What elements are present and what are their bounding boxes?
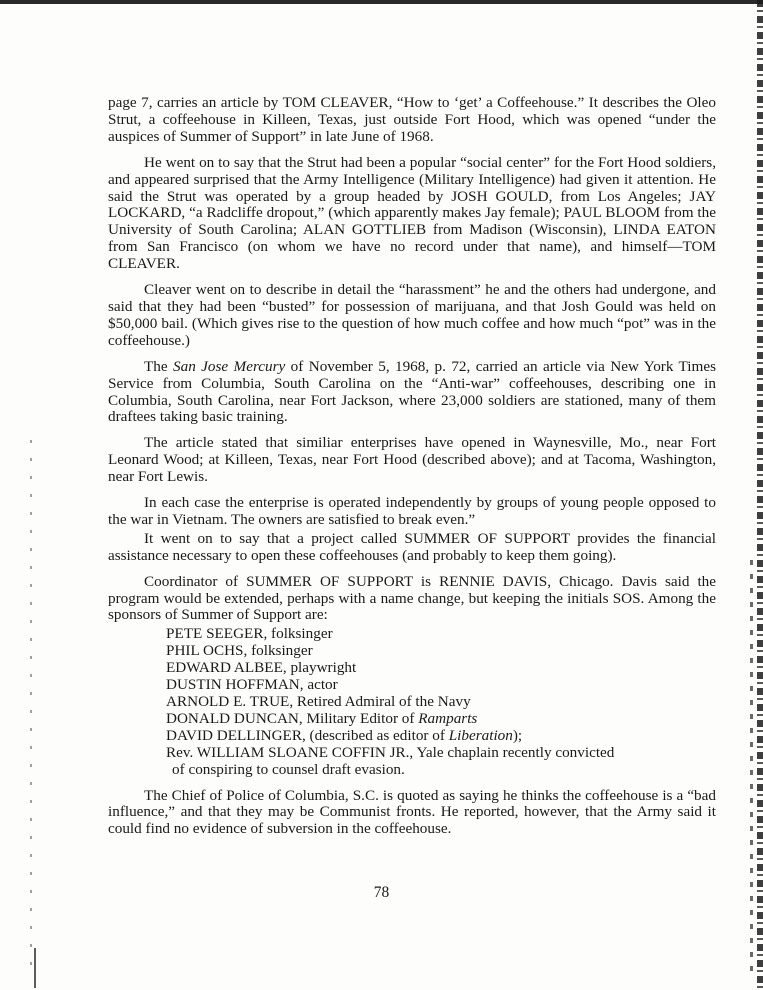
scan-edge-right: [757, 0, 763, 990]
paragraph-3: Cleaver went on to describe in detail the “harassment” he and the others had undergone, and said that they had been “busted” for possession of marijuana, and that Josh Gould was held on $50,000 bail. (Which gives rise to the question of how much coffee and how much “pot” was in the coffeehouse.): [108, 281, 716, 349]
scan-edge-right-inner: [750, 560, 753, 980]
paragraph-2: He went on to say that the Strut had been a popular “social center” for the Fort Hood soldiers, and appeared surprised that the Army Intelligence (Military Intelligence) had given it attention. He said the Strut was operated by a group headed by JOSH GOULD, from Los Angeles; JAY LOCKARD, “a Radcliffe dropout,” (which apparently makes Jay female); PAUL BLOOM from the University of South Carolina; ALAN GOTTLIEB from Madison (Wisconsin), LINDA EATON from San Francisco (on whom we have no record under that name), and himself—TOM CLEAVER.: [108, 153, 716, 273]
sponsor-item: DUSTIN HOFFMAN, actor: [166, 676, 338, 694]
paragraph-9: The Chief of Police of Columbia, S.C. is quoted as saying he thinks the coffeehouse is a “bad influence,” and that they may be Communist fronts. He reported, however, that the Army said it could find no evidence of subversion in the coffeehouse.: [108, 786, 716, 838]
sponsor-item: PHIL OCHS, folksinger: [166, 642, 313, 660]
sponsor-dellinger-text: DAVID DELLINGER, (described as editor of: [166, 726, 449, 744]
paragraph-1: page 7, carries an article by TOM CLEAVER, “How to ‘get’ a Coffeehouse.” It describes the Oleo Strut, a coffeehouse in Killeen, Texas, just outside Fort Hood, which was opened “under the auspices of Summer of Support” in late June of 1968.: [108, 94, 716, 145]
scan-edge-left-bottom: [34, 948, 36, 988]
sponsor-duncan-text: DONALD DUNCAN, Military Editor of: [166, 709, 419, 727]
sponsor-coffin-line-1: Rev. WILLIAM SLOANE COFFIN JR., Yale chaplain recently convicted: [166, 743, 615, 761]
body-text: [108, 95, 716, 847]
sponsor-list: [108, 626, 716, 778]
sponsor-dellinger-end: );: [512, 726, 523, 744]
paragraph-4: [108, 359, 716, 427]
magazine-title: Liberation: [448, 726, 513, 744]
page-number: 78: [373, 884, 390, 901]
sponsor-item: [108, 745, 716, 779]
scan-edge-top: [0, 0, 763, 4]
sponsor-item: [108, 711, 716, 728]
sponsor-item: ARNOLD E. TRUE, Retired Admiral of the Navy: [166, 693, 471, 710]
paragraph-7: It went on to say that a project called SUMMER OF SUPPORT provides the financial assistance necessary to open these coffeehouses (and probably to keep them going).: [108, 529, 716, 564]
newspaper-title: San Jose Mercury: [173, 357, 286, 375]
paragraph-6: In each case the enterprise is operated independently by groups of young people opposed to the war in Vietnam. The owners are satisfied to break even.”: [108, 494, 716, 528]
sponsor-item: EDWARD ALBEE, playwright: [166, 659, 357, 677]
sponsor-item: [108, 728, 716, 745]
sponsor-coffin-line-2: of conspiring to counsel draft evasion.: [172, 760, 405, 778]
sponsor-item: PETE SEEGER, folksinger: [166, 625, 333, 643]
paragraph-5: The article stated that similiar enterprises have opened in Waynesville, Mo., near Fort Leonard Wood; at Killeen, Texas, near Fort Hood (described above); and at Tacoma, Washington, near Fort Lewis.: [108, 434, 716, 486]
paragraph-4-end: of November 5, 1968, p. 72, carried an article via New York Times Service from Columbia, South Carolina on the “Anti-war” coffeehouses, describing one in Columbia, South Carolina, near Fort Jackson, where 23,000 soldiers are stationed, many of them draftees taking basic training.: [108, 357, 716, 426]
paragraph-8: Coordinator of SUMMER OF SUPPORT is RENNIE DAVIS, Chicago. Davis said the program would be extended, perhaps with a name change, but keeping the initials SOS. Among the sponsors of Summer of Support are:: [108, 572, 716, 624]
paragraph-4-start: The: [144, 357, 174, 375]
magazine-title: Ramparts: [418, 709, 478, 727]
